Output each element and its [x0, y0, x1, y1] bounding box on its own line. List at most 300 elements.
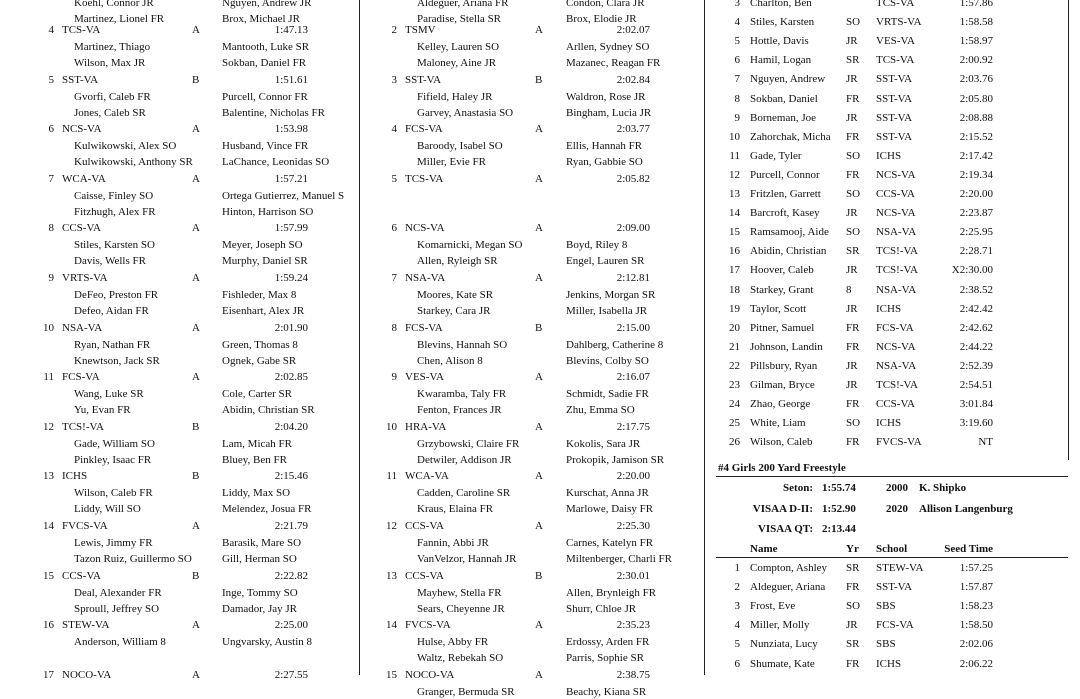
record-label: VISAA QT: [757, 523, 813, 535]
relay-seed-time: 2:02.84 [616, 73, 650, 86]
relay-swimmer: Anderson, William 8 [74, 636, 166, 649]
swimmer-team: NSA-VA [876, 359, 917, 372]
relay-team: FVCS-VA [62, 520, 108, 532]
relay-letter: A [192, 222, 200, 235]
swimmer-name: Abidin, Christian [750, 245, 827, 258]
record-year: 2000 [886, 482, 908, 494]
relay-swimmer: Zhu, Emma SO [566, 404, 635, 417]
relay-team: NSA-VA [405, 272, 446, 284]
seed-time: 2:28.71 [959, 245, 993, 258]
result-place: 24 [729, 398, 740, 411]
relay-swimmer: Bluey, Ben FR [222, 453, 287, 466]
swimmer-team: SST-VA [876, 92, 913, 105]
swimmer-year: JR [846, 359, 858, 372]
record-label: VISAA D-II: [752, 503, 813, 515]
relay-letter: B [192, 470, 200, 483]
seed-time: 2:03.76 [959, 73, 993, 86]
relay-letter: A [192, 619, 200, 632]
result-place: 1 [734, 562, 740, 574]
relay-seed-time: 2:35.23 [616, 619, 650, 632]
swimmer-team: SBS [876, 600, 896, 613]
seed-time: 2:25.95 [959, 226, 993, 239]
relay-letter: A [535, 420, 543, 433]
swimmer-team: SST-VA [876, 73, 913, 86]
relay-swimmer: Condon, Clara JR [566, 0, 645, 9]
column-divider-left [359, 0, 360, 675]
relay-seed-time: 2:02.85 [274, 371, 308, 384]
seed-time: 1:57.87 [959, 581, 993, 594]
swimmer-name: Hottle, Davis [750, 35, 809, 48]
swimmer-year: FR [846, 321, 860, 334]
relay-letter: B [192, 73, 200, 86]
result-place: 22 [729, 359, 740, 372]
relay-team: NOCO-VA [405, 668, 455, 681]
swimmer-name: Charlton, Ben [750, 0, 812, 9]
relay-place: 14 [43, 520, 54, 532]
relay-swimmer: Dahlberg, Catherine 8 [566, 338, 664, 351]
relay-swimmer: Tazon Ruiz, Guillermo SO [74, 553, 192, 565]
swimmer-year: SR [846, 54, 860, 67]
swimmer-year: SR [846, 562, 860, 574]
relay-letter: A [192, 172, 200, 185]
relay-swimmer: Yu, Evan FR [74, 404, 131, 417]
header-underline [716, 557, 1068, 558]
seed-time: 2:06.22 [959, 657, 993, 670]
column-divider-far-right [1068, 0, 1069, 460]
result-place: 15 [729, 226, 740, 239]
swimmer-name: Zhao, George [750, 398, 811, 411]
relay-letter: A [535, 123, 543, 136]
relay-swimmer: Miller, Isabella JR [566, 305, 648, 317]
relay-place: 11 [43, 371, 54, 384]
swimmer-team: SBS [876, 638, 896, 651]
relay-swimmer: Brox, Elodie JR [566, 13, 637, 25]
relay-swimmer: Stiles, Karsten SO [74, 239, 155, 252]
swimmer-team: STEW-VA [876, 562, 924, 574]
relay-swimmer: Ortega Gutierrez, Manuel S [222, 189, 345, 202]
swimmer-name: Frost, Eve [750, 600, 796, 613]
relay-place: 16 [43, 619, 54, 632]
relay-swimmer: Gvorfi, Caleb FR [74, 90, 151, 103]
relay-swimmer: Shurr, Chloe JR [566, 602, 637, 615]
relay-swimmer: Grzybowski, Claire FR [417, 437, 520, 450]
swimmer-team: NSA-VA [876, 283, 917, 296]
relay-seed-time: 2:04.20 [274, 420, 308, 433]
swimmer-year: SO [846, 188, 861, 200]
relay-swimmer: Nguyen, Andrew JR [222, 0, 312, 9]
result-place: 16 [729, 245, 740, 258]
relay-team: STEW-VA [62, 619, 110, 632]
relay-swimmer: Martinez, Lionel FR [74, 13, 165, 25]
relay-swimmer: Maloney, Aine JR [417, 57, 497, 69]
relay-seed-time: 2:12.81 [616, 272, 650, 284]
swimmer-year: JR [846, 73, 858, 86]
relay-seed-time: 1:57.21 [274, 172, 308, 185]
result-place: 10 [729, 130, 740, 143]
relay-swimmer: Koehl, Connor JR [74, 0, 154, 9]
relay-swimmer: Beachy, Kiana SR [566, 685, 647, 698]
relay-swimmer: Miller, Evie FR [417, 156, 486, 169]
relay-swimmer: Knewtson, Jack SR [74, 354, 160, 367]
swimmer-name: Taylor, Scott [750, 302, 807, 315]
relay-swimmer: Chen, Alison 8 [417, 354, 483, 367]
relay-letter: A [192, 123, 200, 136]
relay-swimmer: Deal, Alexander FR [74, 586, 162, 599]
seed-time: 1:58.58 [959, 16, 993, 29]
relay-swimmer: Fifield, Haley JR [417, 90, 493, 103]
seed-time: X2:30.00 [951, 264, 993, 277]
swimmer-year: SR [846, 245, 860, 258]
relay-swimmer: Inge, Tommy SO [222, 586, 298, 599]
relay-swimmer: Kulwikowski, Anthony SR [74, 156, 193, 169]
swimmer-team: NCS-VA [876, 168, 916, 181]
relay-place: 5 [48, 73, 54, 86]
result-place: 6 [734, 54, 740, 67]
relay-swimmer: Ryan, Gabbie SO [566, 156, 643, 169]
relay-swimmer: Fitzhugh, Alex FR [74, 205, 156, 218]
relay-letter: A [192, 371, 200, 384]
event-title-underline [716, 476, 1068, 477]
relay-swimmer: Bingham, Lucia JR [566, 106, 652, 119]
relay-swimmer: Schmidt, Sadie FR [566, 388, 649, 401]
relay-seed-time: 1:51.61 [274, 73, 308, 86]
seed-time: 2:54.51 [959, 379, 993, 391]
relay-swimmer: Moores, Kate SR [417, 289, 494, 301]
relay-swimmer: Barasik, Mare SO [222, 537, 302, 549]
result-place: 12 [729, 168, 740, 181]
relay-team: FVCS-VA [405, 619, 451, 632]
record-holder: Allison Langenburg [919, 503, 1013, 515]
relay-seed-time: 2:01.90 [274, 321, 308, 334]
seed-time: 2:38.52 [959, 283, 993, 296]
result-place: 13 [729, 188, 740, 200]
seed-time: 2:52.39 [959, 359, 993, 372]
relay-team: FCS-VA [62, 371, 100, 384]
relay-swimmer: Kelley, Lauren SO [417, 41, 500, 53]
swimmer-team: TCS-VA [876, 0, 915, 9]
swimmer-name: Nguyen, Andrew [750, 73, 826, 86]
relay-team: SST-VA [62, 73, 99, 86]
relay-seed-time: 2:02.07 [616, 24, 650, 36]
swimmer-year: JR [846, 264, 858, 277]
swimmer-team: TCS!-VA [876, 245, 918, 258]
relay-place: 10 [386, 420, 397, 433]
swimmer-name: Stiles, Karsten [750, 16, 815, 29]
relay-swimmer: Waldron, Rose JR [566, 90, 646, 103]
relay-swimmer: Defeo, Aidan FR [74, 305, 149, 317]
relay-place: 9 [391, 371, 397, 384]
relay-letter: A [535, 470, 543, 483]
seed-time: 2:23.87 [959, 207, 993, 220]
relay-swimmer: Boyd, Riley 8 [566, 239, 628, 252]
swimmer-name: Barcroft, Kasey [750, 207, 820, 220]
relay-swimmer: Damador, Jay JR [222, 602, 298, 615]
swimmer-year: SR [846, 638, 860, 651]
relay-place: 4 [391, 123, 397, 136]
relay-team: FCS-VA [405, 123, 443, 136]
seed-time: 2:42.42 [959, 302, 993, 315]
relay-place: 2 [391, 24, 397, 36]
relay-swimmer: Starkey, Cara JR [417, 305, 491, 317]
relay-letter: A [192, 321, 200, 334]
seed-time: 2:19.34 [959, 168, 993, 181]
relay-place: 7 [48, 172, 54, 185]
swimmer-year: JR [846, 302, 858, 315]
seed-time: 2:02.06 [959, 638, 993, 651]
relay-place: 15 [386, 668, 397, 681]
swimmer-team: ICHS [876, 417, 902, 430]
swimmer-name: Starkey, Grant [750, 283, 814, 296]
relay-team: TCS!-VA [62, 420, 104, 433]
relay-team: CCS-VA [405, 520, 444, 532]
swimmer-name: Nunziata, Lucy [750, 638, 818, 651]
relay-swimmer: Allen, Ryleigh SR [417, 255, 498, 268]
seed-time: 1:57.25 [959, 562, 993, 574]
relay-swimmer: Ungvarsky, Austin 8 [222, 636, 313, 649]
relay-team: TCS-VA [405, 172, 444, 185]
swimmer-year: FR [846, 657, 860, 670]
relay-place: 6 [391, 222, 397, 235]
relay-letter: A [535, 222, 543, 235]
relay-letter: A [192, 24, 200, 36]
record-label: Seton: [783, 482, 813, 494]
relay-letter: A [535, 24, 543, 36]
relay-team: CCS-VA [405, 569, 444, 582]
relay-swimmer: Carnes, Katelyn FR [566, 537, 654, 549]
swimmer-name: Borneman, Joe [750, 111, 816, 124]
swimmer-name: Sokban, Daniel [750, 92, 818, 105]
event-title: #4 Girls 200 Yard Freestyle [718, 462, 846, 474]
relay-swimmer: Murphy, Daniel SR [222, 255, 308, 268]
relay-swimmer: Wilson, Caleb FR [74, 487, 153, 500]
relay-place: 13 [43, 470, 54, 483]
swimmer-name: Johnson, Landin [750, 340, 823, 353]
relay-letter: B [535, 73, 543, 86]
swimmer-team: ICHS [876, 657, 902, 670]
relay-team: ICHS [62, 470, 88, 483]
swimmer-name: White, Liam [750, 417, 806, 430]
relay-place: 13 [386, 569, 397, 582]
relay-swimmer: Blevins, Colby SO [566, 354, 649, 367]
relay-team: SST-VA [405, 73, 442, 86]
relay-swimmer: DeFeo, Preston FR [74, 289, 159, 301]
relay-letter: A [535, 272, 543, 284]
result-place: 5 [734, 638, 740, 651]
relay-place: 8 [391, 321, 397, 334]
relay-swimmer: Pinkley, Isaac FR [74, 453, 152, 466]
relay-letter: B [535, 569, 543, 582]
swimmer-team: VRTS-VA [876, 16, 922, 29]
relay-swimmer: Fannin, Abbi JR [417, 537, 489, 549]
seed-time: 2:05.80 [959, 92, 993, 105]
relay-swimmer: Kwaramba, Taly FR [417, 388, 507, 401]
relay-seed-time: 1:57.99 [274, 222, 308, 235]
relay-swimmer: Hinton, Harrison SO [222, 205, 314, 218]
column-divider-right [704, 0, 705, 675]
relay-place: 14 [386, 619, 397, 632]
swimmer-year: SO [846, 16, 861, 29]
col-header-seed-time: Seed Time [944, 543, 993, 555]
relay-swimmer: Erdossy, Arden FR [566, 636, 650, 649]
swimmer-year: JR [846, 207, 858, 220]
result-place: 14 [729, 207, 740, 220]
relay-swimmer: Liddy, Will SO [74, 503, 141, 516]
seed-time: 1:57.86 [959, 0, 993, 9]
relay-letter: A [192, 272, 200, 284]
relay-swimmer: Waltz, Rebekah SO [417, 652, 504, 665]
relay-place: 4 [48, 24, 54, 36]
relay-seed-time: 1:47.13 [274, 24, 308, 36]
relay-team: CCS-VA [62, 222, 101, 235]
record-time: 1:55.74 [822, 482, 856, 494]
relay-swimmer: Brox, Michael JR [222, 13, 300, 25]
relay-swimmer: Detwiler, Addison JR [417, 453, 512, 466]
relay-swimmer: Liddy, Max SO [222, 487, 291, 500]
relay-letter: B [535, 321, 543, 334]
relay-swimmer: Gade, William SO [74, 437, 155, 450]
relay-swimmer: Sproull, Jeffrey SO [74, 602, 160, 615]
swimmer-name: Hoover, Caleb [750, 264, 814, 277]
relay-team: WCA-VA [405, 470, 449, 483]
result-place: 4 [734, 619, 740, 632]
relay-place: 8 [48, 222, 54, 235]
relay-swimmer: Davis, Wells FR [74, 255, 146, 268]
relay-swimmer: Marlowe, Daisy FR [566, 503, 654, 516]
relay-team: NOCO-VA [62, 668, 112, 681]
relay-seed-time: 2:09.00 [616, 222, 650, 235]
relay-swimmer: Purcell, Connor FR [222, 90, 308, 103]
relay-seed-time: 2:05.82 [616, 172, 650, 185]
relay-swimmer: Cadden, Caroline SR [417, 487, 511, 500]
relay-swimmer: Paradise, Stella SR [417, 13, 502, 25]
relay-place: 15 [43, 569, 54, 582]
relay-team: VES-VA [405, 371, 444, 384]
col-header-year: Yr [846, 543, 859, 555]
result-place: 2 [734, 581, 740, 594]
relay-letter: A [535, 172, 543, 185]
relay-seed-time: 2:16.07 [616, 371, 650, 384]
swimmer-year: FR [846, 340, 860, 353]
seed-time: 3:19.60 [959, 417, 993, 430]
relay-swimmer: Aldeguer, Ariana FR [417, 0, 509, 9]
relay-swimmer: Fishleder, Max 8 [222, 289, 297, 301]
relay-team: TCS-VA [62, 24, 101, 36]
result-place: 11 [729, 149, 740, 162]
swimmer-year: JR [846, 111, 858, 124]
relay-swimmer: Arllen, Sydney SO [566, 41, 650, 53]
relay-seed-time: 2:27.55 [274, 668, 308, 681]
swimmer-year: JR [846, 379, 858, 391]
swimmer-year: 8 [846, 283, 852, 296]
swimmer-team: FCS-VA [876, 321, 914, 334]
record-holder: K. Shipko [919, 482, 967, 494]
relay-seed-time: 2:15.46 [274, 470, 308, 483]
relay-swimmer: Fenton, Frances JR [417, 404, 502, 417]
relay-swimmer: Prokopik, Jamison SR [566, 453, 665, 466]
relay-seed-time: 2:20.00 [616, 470, 650, 483]
swimmer-team: NSA-VA [876, 226, 917, 239]
relay-swimmer: Cole, Carter SR [222, 388, 292, 401]
swimmer-team: VES-VA [876, 35, 915, 48]
relay-place: 12 [43, 420, 54, 433]
result-place: 21 [729, 340, 740, 353]
relay-place: 17 [43, 668, 54, 681]
swimmer-name: Zahorchak, Micha [750, 130, 831, 143]
relay-seed-time: 2:30.01 [616, 569, 650, 582]
relay-swimmer: Baroody, Isabel SO [417, 140, 503, 153]
relay-swimmer: Melendez, Josua FR [222, 503, 312, 516]
relay-swimmer: Mayhew, Stella FR [417, 586, 502, 599]
relay-place: 11 [386, 470, 397, 483]
result-place: 9 [734, 111, 740, 124]
relay-swimmer: Green, Thomas 8 [222, 338, 298, 351]
relay-swimmer: Eisenhart, Alex JR [222, 305, 305, 317]
swimmer-team: FVCS-VA [876, 436, 922, 449]
result-place: 17 [729, 264, 740, 277]
relay-place: 5 [391, 172, 397, 185]
seed-time: 1:58.23 [959, 600, 993, 613]
swimmer-name: Ramsamooj, Aide [750, 226, 829, 239]
relay-place: 9 [48, 272, 54, 284]
relay-place: 12 [386, 520, 397, 532]
relay-swimmer: Engel, Lauren SR [566, 255, 645, 268]
swimmer-name: Wilson, Caleb [750, 436, 813, 449]
swimmer-year: SO [846, 417, 861, 430]
seed-time: 2:15.52 [959, 130, 993, 143]
result-place: 8 [734, 92, 740, 105]
swimmer-year: JR [846, 619, 858, 632]
relay-place: 7 [391, 272, 397, 284]
relay-swimmer: Lam, Micah FR [222, 437, 292, 450]
relay-swimmer: Husband, Vince FR [222, 140, 309, 153]
relay-place: 6 [48, 123, 54, 136]
relay-letter: A [192, 668, 200, 681]
relay-swimmer: Granger, Bermuda SR [417, 685, 515, 698]
relay-swimmer: Garvey, Anastasia SO [417, 106, 514, 119]
swimmer-team: CCS-VA [876, 188, 915, 200]
relay-team: TSMV [405, 24, 436, 36]
swimmer-year: FR [846, 581, 860, 594]
relay-team: NCS-VA [62, 123, 102, 136]
swimmer-year: FR [846, 168, 860, 181]
swimmer-team: CCS-VA [876, 398, 915, 411]
swimmer-name: Aldeguer, Ariana [750, 581, 826, 594]
relay-swimmer: LaChance, Leonidas SO [222, 156, 330, 169]
seed-time: 2:42.62 [959, 321, 993, 334]
relay-swimmer: Ognek, Gabe SR [222, 354, 297, 367]
swimmer-team: ICHS [876, 302, 902, 315]
swimmer-name: Hamil, Logan [750, 54, 812, 67]
relay-team: CCS-VA [62, 569, 101, 582]
relay-letter: B [192, 420, 200, 433]
swimmer-name: Gade, Tyler [750, 149, 802, 162]
relay-team: VRTS-VA [62, 272, 108, 284]
relay-seed-time: 2:15.00 [616, 321, 650, 334]
relay-swimmer: Balentine, Nicholas FR [222, 106, 325, 119]
relay-seed-time: 1:53.98 [274, 123, 308, 136]
record-time: 2:13.44 [822, 523, 856, 535]
relay-swimmer: Sokban, Daniel FR [222, 57, 307, 69]
swimmer-year: SO [846, 226, 861, 239]
swimmer-year: SO [846, 600, 861, 613]
seed-time: 3:01.84 [959, 398, 993, 411]
relay-team: WCA-VA [62, 172, 106, 185]
result-place: 6 [734, 657, 740, 670]
relay-team: HRA-VA [405, 420, 447, 433]
relay-swimmer: Wang, Luke SR [74, 388, 144, 401]
result-place: 5 [734, 35, 740, 48]
relay-seed-time: 2:22.82 [274, 569, 308, 582]
